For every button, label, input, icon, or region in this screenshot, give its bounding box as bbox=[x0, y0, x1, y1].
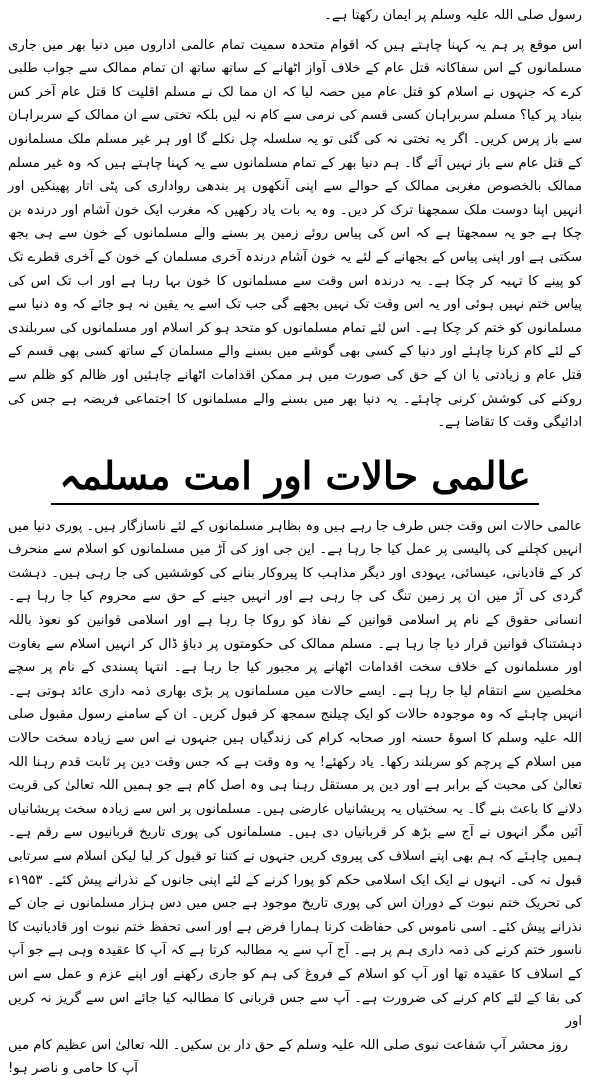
closing-line: روز محشر آپ شفاعت نبوی صلی اللہ علیہ وسلم کے حق دار بن سکیں۔ اللہ تعالیٰ اس عظیم کام میں آپ کا حامی و ناصر ہو! bbox=[8, 1037, 569, 1077]
paragraph-1: اس موقع پر ہم یہ کہنا چاہتے ہیں کہ اقوام متحدہ سمیت تمام عالمی اداروں میں دنیا بھر میں جاری مسلمانوں کے اس سفاکانہ قتل عام کے خلاف آواز اٹھانے کے ساتھ ساتھ ان تمام ممالک سے جواب طلبی کرے کہ جنہوں نے اسلام کو قتل عام میں حصہ لیا کہ ان مما لک نے مسلم اقلیت کا قتل عام آخر کس بنیاد پر کیا؟ مسلم سربراہان کسی قسم کی نرمی سے کام نہ لیں بلکہ تختی سے ان ممالک کے سربراہان سے باز پرس کریں۔ اگر یہ تختی نہ کی گئی تو یہ سلسلہ چل نکلے گا اور ہر غیر مسلم ملک مسلمانوں کے قتل عام سے باز نہیں آئے گا۔ ہم دنیا بھر کے تمام مسلمانوں سے یہ کہنا چاہتے ہیں کہ وہ غیر مسلم ممالک بالخصوص مغربی ممالک کے حوالے سے اپنی آنکھوں پر بندھی رواداری کی پٹی اتار پھینکیں اور انہیں اپنا دوست ملک سمجھنا ترک کر دیں۔ وہ یہ بات یاد رکھیں کہ مغرب ایک خون آشام اور درندہ بن چکا ہے جو یہ سمجھتا ہے کہ اس کی پیاس روئے زمین پر بسنے والے مسلمانوں کے خون سے ہی بجھ سکتی ہے اور اپنی پیاس کے بجھانے کے لئے یہ خون آشام درندہ آخری مسلمان کے خون کے آخری قطرے تک کو پینے کا تہیہ کر چکا ہے۔ یہ درندہ اس وقت سے مسلمانوں کا خون بہا رہا ہے اور اب تک اس کی پیاس ختم نہیں ہوئی اور یہ اس وقت تک نہیں بجھے گی جب تک اسے یہ یقین نہ ہو جائے کہ وہ دنیا سے مسلمانوں کو ختم کر چکا ہے۔ اس لئے تمام مسلمانوں کو متحد ہو کر اسلام اور مسلمانوں کی سربلندی کے لئے کام کرنا چاہئے اور دنیا کے کسی بھی گوشے میں بسنے والے مسلمان کے ساتھ کسی بھی قسم کے قتل عام و زیادتی یا ان کے حق کی صورت میں ہر ممکن اقدامات اٹھانے چاہئیں اور ظالم کو ظلم سے روکنے کی کوشش کرنی چاہئے۔ یہ دنیا بھر میں بسنے والے مسلمانوں کا اجتماعی فریضہ ہے جس کی ادائیگی وقت کا تقاضا ہے۔ bbox=[8, 37, 582, 431]
section-heading-wrap bbox=[8, 449, 582, 505]
section-heading: عالمی حالات اور امت مسلمہ bbox=[51, 449, 538, 505]
paragraph-2: عالمی حالات اس وقت جس طرف جا رہے ہیں وہ بظاہر مسلمانوں کے لئے ناسازگار ہیں۔ پوری دنیا میں انہیں کچلنے کی پالیسی پر عمل کیا جا رہا ہے۔ این جی اوز کی آڑ میں مسلمانوں کو اسلام سے منحرف کر کے قادیانی، عیسائی، یہودی اور دیگر مذاہب کا پیروکار بنانے کی کوششیں کی جا رہی ہیں۔ دہشت گردی کی آڑ میں ان پر زمین تنگ کی جا رہی ہے اور انہیں جینے کے حق سے محروم کیا جا رہا ہے۔ انسانی حقوق کے نام پر اسلامی قوانین کے نفاذ کو روکا جا رہا ہے اور اسلامی قوانین کو نعوذ باللہ دہشتناک قوانین قرار دیا جا رہا ہے۔ مسلم ممالک کی حکومتوں پر دباؤ ڈال کر انہیں اسلام سے بغاوت اور مسلمانوں کے خلاف سخت اقدامات اٹھانے پر مجبور کیا جا رہا ہے۔ انتہا پسندی کے نام پر سچے مخلصین سے انتقام لیا جا رہا ہے۔ ایسے حالات میں مسلمانوں پر بڑی بھاری ذمہ داری عائد ہوتی ہے۔ انہیں چاہئے کہ وہ موجودہ حالات کو ایک چیلنج سمجھ کر قبول کریں۔ ان کے سامنے رسول مقبول صلی اللہ علیہ وسلم کا اسوۂ حسنہ اور صحابہ کرام کی زندگیاں ہیں جنہوں نے اس سے زیادہ سخت حالات میں اسلام کے پرچم کو سربلند رکھا۔ یاد رکھئے! یہ وہ وقت ہے کہ جس وقت دین پر ثابت قدم رہنا اللہ تعالیٰ کی محبت کے برابر ہے اور دین پر مستقل رہنا ہی وہ اصل کام ہے جو ہمیں اللہ تعالیٰ کی قربت دلانے کا باعث بنے گا۔ یہ سختیاں یہ پریشانیاں عارضی ہیں۔ مسلمانوں پر اس سے زیادہ سخت پریشانیاں آئیں مگر انہوں نے آج سے بڑھ کر قربانیاں دی ہیں۔ مسلمانوں کی پوری تاریخ قربانیوں سے رقم ہے۔ ہمیں چاہئے کہ ہم بھی اپنے اسلاف کی پیروی کریں جنہوں نے کتنا تو قبول کر لیا لیکن اسلام سے سرتابی قبول نہ کی۔ انہوں نے ایک ایک اسلامی حکم کو پورا کرنے کے لئے اپنی جانوں کے نذرانے پیش کئے۔ ۱۹۵۳ء کی تحریک ختم نبوت کے دوران اس کی پوری تاریخ موجود ہے جس میں دس ہزار مسلمانوں نے جان کے نذرانے پیش کئے۔ اسی ناموس کی حفاظت کرنا ہمارا فرض ہے اور اسی تحفظ ختم نبوت اور قادیانیت کا ناسور ختم کرنے کی ذمہ داری ہم پر ہے۔ آج آپ سے یہ مطالبہ کرتا ہے کہ آپ کا عقیدہ وہی ہے جو آپ کے اسلاف کا عقیدہ تھا اور آپ کو اسلام کے فروغ کی ہم کو جاری رکھنے اور اپنے عزم و عمل سے اس کی بقا کے لئے کام کرنے کی ضرورت ہے۔ آپ سے جس قربانی کا مطالبہ کیا جائے اس سے گریز نہ کریں اور bbox=[8, 518, 582, 1030]
opening-line: رسول صلی اللہ علیہ وسلم پر ایمان رکھتا ہے۔ bbox=[324, 8, 582, 23]
